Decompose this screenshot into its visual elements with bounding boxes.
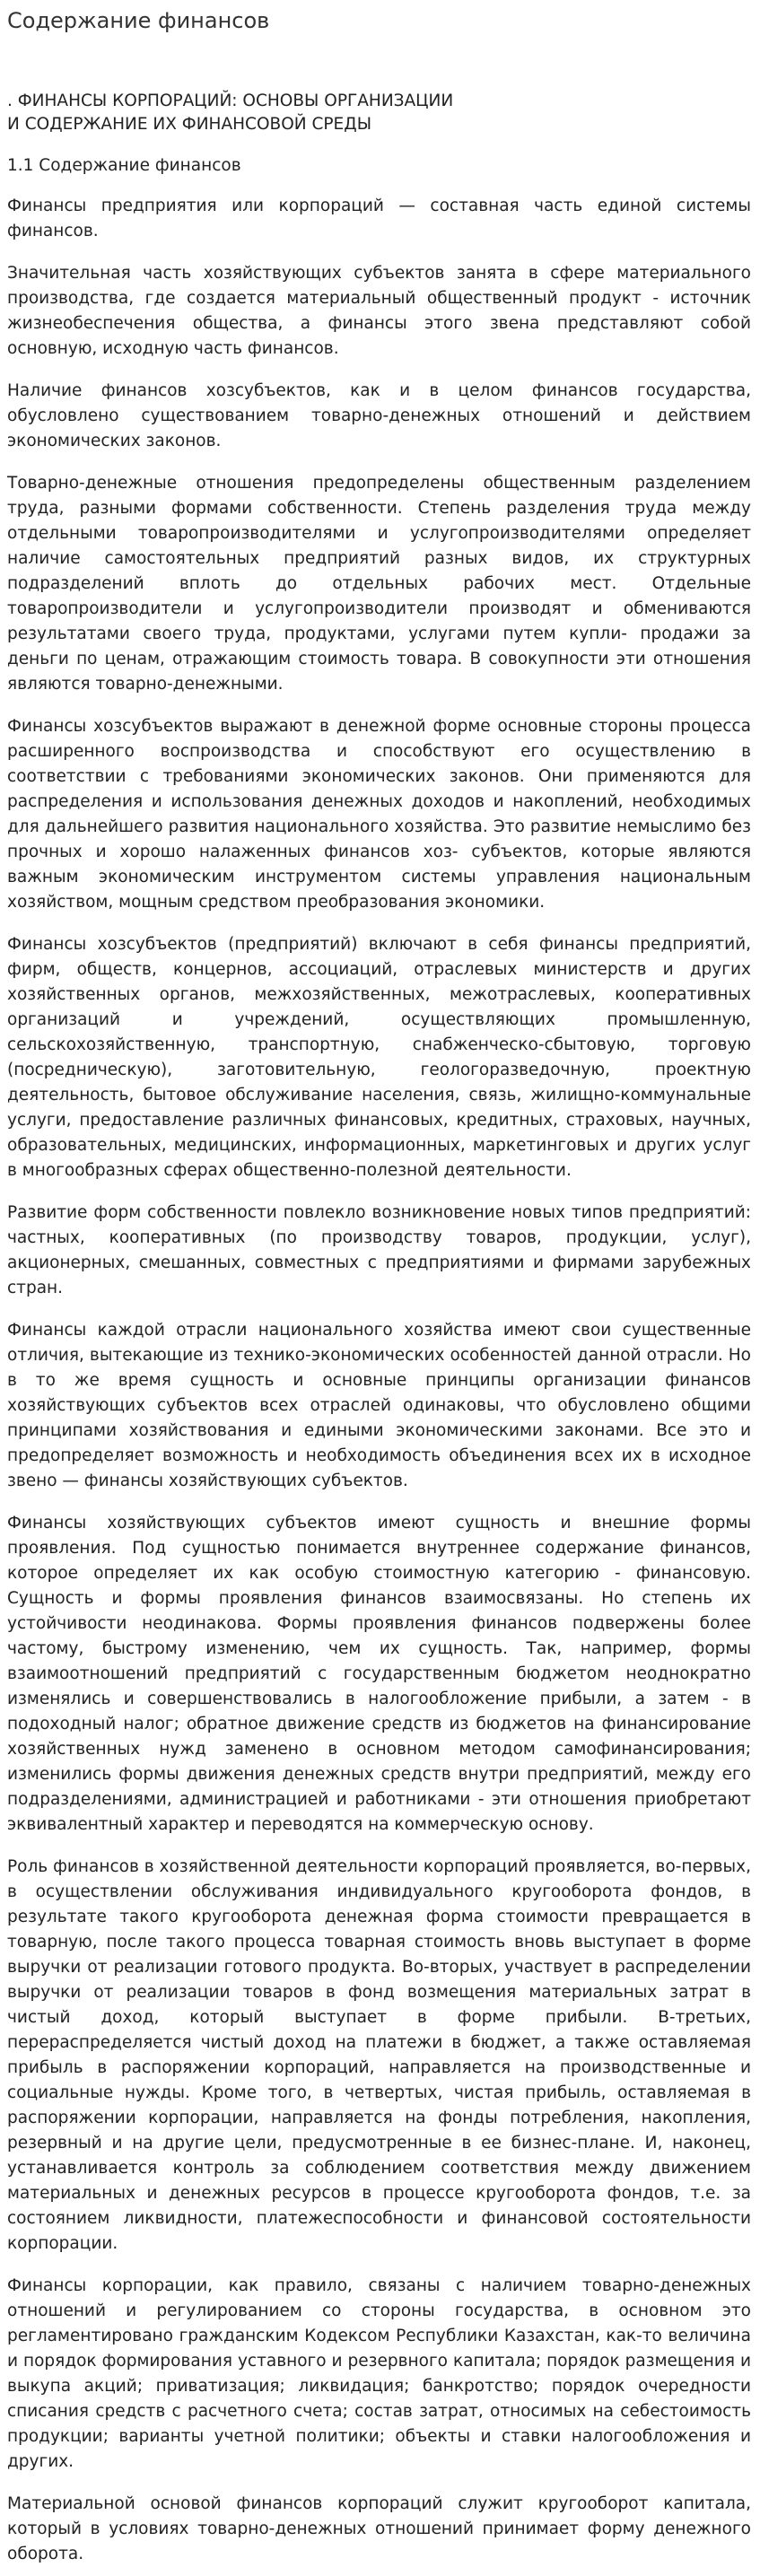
paragraph-2: Значительная часть хозяйствующих субъектов занята в сфере материального производства, где создается материальный общественный продукт - источник жизнеобеспечения общества, а финансы этого звена представляют собой основную, исходную часть финансов. — [7, 264, 751, 358]
chapter-heading-line-2: И СОДЕРЖАНИЕ ИХ ФИНАНСОВОЙ СРЕДЫ — [7, 115, 372, 134]
paragraph-6: Финансы хозсубъектов (предприятий) включают в себя финансы предприятий, фирм, обществ, концернов, ассоциаций, отраслевых министерств и других хозяйственных органов, межхозяйственных, межотраслевых, кооперативных организаций и учреждений, осуществляющих промышленную, сельскохозяйственную, транспортную, снабженческо-сбытовую, торговую (посредническую), заготовительную, геологоразведочную, проектную деятельность, бытовое обслуживание населения, связь, жилищно-коммунальные услуги, предоставление различных финансовых, кредитных, страховых, научных, образовательных, медицинских, информационных, маркетинговых и других услуг в многообразных сферах общественно-полезной деятельности. — [7, 935, 751, 1180]
paragraph-12: Материальной основой финансов корпораций служит кругооборот капитала, который в условиях товарно-денежных отношений принимает форму денежного оборота. — [7, 2494, 751, 2563]
paragraph-3: Наличие финансов хозсубъектов, как и в целом финансов государства, обусловлено существованием товарно-денежных отношений и действием экономических законов. — [7, 381, 751, 450]
paragraph-4: Товарно-денежные отношения предопределены общественным разделением труда, разными формами собственности. Степень разделения труда между отдельными товаропроизводителями и услугопроизводителями определяет наличие самостоятельных предприятий разных видов, их структурных подразделений вплоть до отдельных рабочих мест. Отдельные товаропроизводители и услугопроизводители производят и обмениваются результатами своего труда, продуктами, услугами путем купли- продажи за деньги по ценам, отражающим стоимость товара. В совокупности эти отношения являются товарно-денежными. — [7, 474, 751, 694]
chapter-heading-line-1: . ФИНАНСЫ КОРПОРАЦИЙ: ОСНОВЫ ОРГАНИЗАЦИИ — [7, 92, 454, 110]
paragraph-9: Финансы хозяйствующих субъектов имеют сущность и внешние формы проявления. Под сущностью понимается внутреннее содержание финансов, которое определяет их как особую стоимостную категорию - финансовую. Сущность и формы проявления финансов взаимосвязаны. Но степень их устойчивости неодинакова. Формы проявления финансов подвержены более частому, быстрому изменению, чем их сущность. Так, например, формы взаимоотношений предприятий с государственным бюджетом неоднократно изменялись и совершенствовались в налогообложение прибыли, а затем - в подоходный налог; обратное движение средств из бюджетов на финансирование хозяйственных нужд заменено в основном методом самофинансирования; изменились формы движения денежных средств внутри предприятий, между его подразделениями, администрацией и работниками - эти отношения приобретают эквивалентный характер и переводятся на коммерческую основу. — [7, 1514, 751, 1834]
paragraph-10: Роль финансов в хозяйственной деятельности корпораций проявляется, во-первых, в осуществлении обслуживания индивидуального кругооборота фондов, в результате такого кругооборота денежная форма стоимости превращается в товарную, после такого процесса товарная стоимость вновь выступает в форме выручки от реализации готового продукта. Во-вторых, участвует в распределении выручки от реализации товаров в фонд возмещения материальных затрат в чистый доход, который выступает в форме прибыли. В-третьих, перераспределяется чистый доход на платежи в бюджет, а также оставляемая прибыль в распоряжении корпораций, направляется на производственные и социальные нужды. Кроме того, в четвертых, чистая прибыль, оставляемая в распоряжении корпорации, направляется на фонды потребления, накопления, резервный и на другие цели, предусмотренные в ее бизнес-плане. И, наконец, устанавливается контроль за соблюдением соответствия между движением материальных и денежных ресурсов в процессе кругооборота фондов, т.е. за состоянием ликвидности, платежеспособности и финансовой состоятельности корпорации. — [7, 1857, 751, 2253]
paragraph-11: Финансы корпорации, как правило, связаны с наличием товарно-денежных отношений и регулированием со стороны государства, в основном это регламентировано гражданским Кодексом Республики Казахстан, как-то величина и порядок формирования уставного и резервного капитала; порядок размещения и выкупа акций; приватизация; ликвидация; банкротство; порядок очередности списания средств с расчетного счета; состав затрат, относимых на себестоимость продукции; варианты учетной политики; объекты и ставки налогообложения и других. — [7, 2276, 751, 2471]
paragraph-1: Финансы предприятия или корпораций — составная часть единой системы финансов. — [7, 196, 751, 240]
chapter-heading — [7, 90, 751, 136]
paragraph-7: Развитие форм собственности повлекло возникновение новых типов предприятий: частных, кооперативных (по производству товаров, продукции, услуг), акционерных, смешанных, совместных с предприятиями и фирмами зарубежных стран. — [7, 1203, 751, 1297]
page-title: Содержание финансов — [7, 8, 270, 33]
paragraph-8: Финансы каждой отрасли национального хозяйства имеют свои существенные отличия, вытекающие из технико-экономических особенностей данной отрасли. Но в то же время сущность и основные принципы организации финансов хозяйствующих субъектов всех отраслей одинаковы, что обусловлено общими принципами хозяйствования и едиными экономическими законами. Все это и предопределяет возможность и необходимость объединения всех их в исходное звено — финансы хозяйствующих субъектов. — [7, 1321, 751, 1490]
paragraph-5: Финансы хозсубъектов выражают в денежной форме основные стороны процесса расширенного воспроизводства и способствуют его осуществлению в соответствии с требованиями экономических законов. Они применяются для распределения и использования денежных доходов и накоплений, необходимых для дальнейшего развития национального хозяйства. Это развитие немыслимо без прочных и хорошо налаженных финансов хоз- субъектов, которые являются важным экономическим инструментом системы управления национальным хозяйством, мощным средством преобразования экономики. — [7, 717, 751, 912]
section-heading: 1.1 Содержание финансов — [7, 156, 241, 175]
